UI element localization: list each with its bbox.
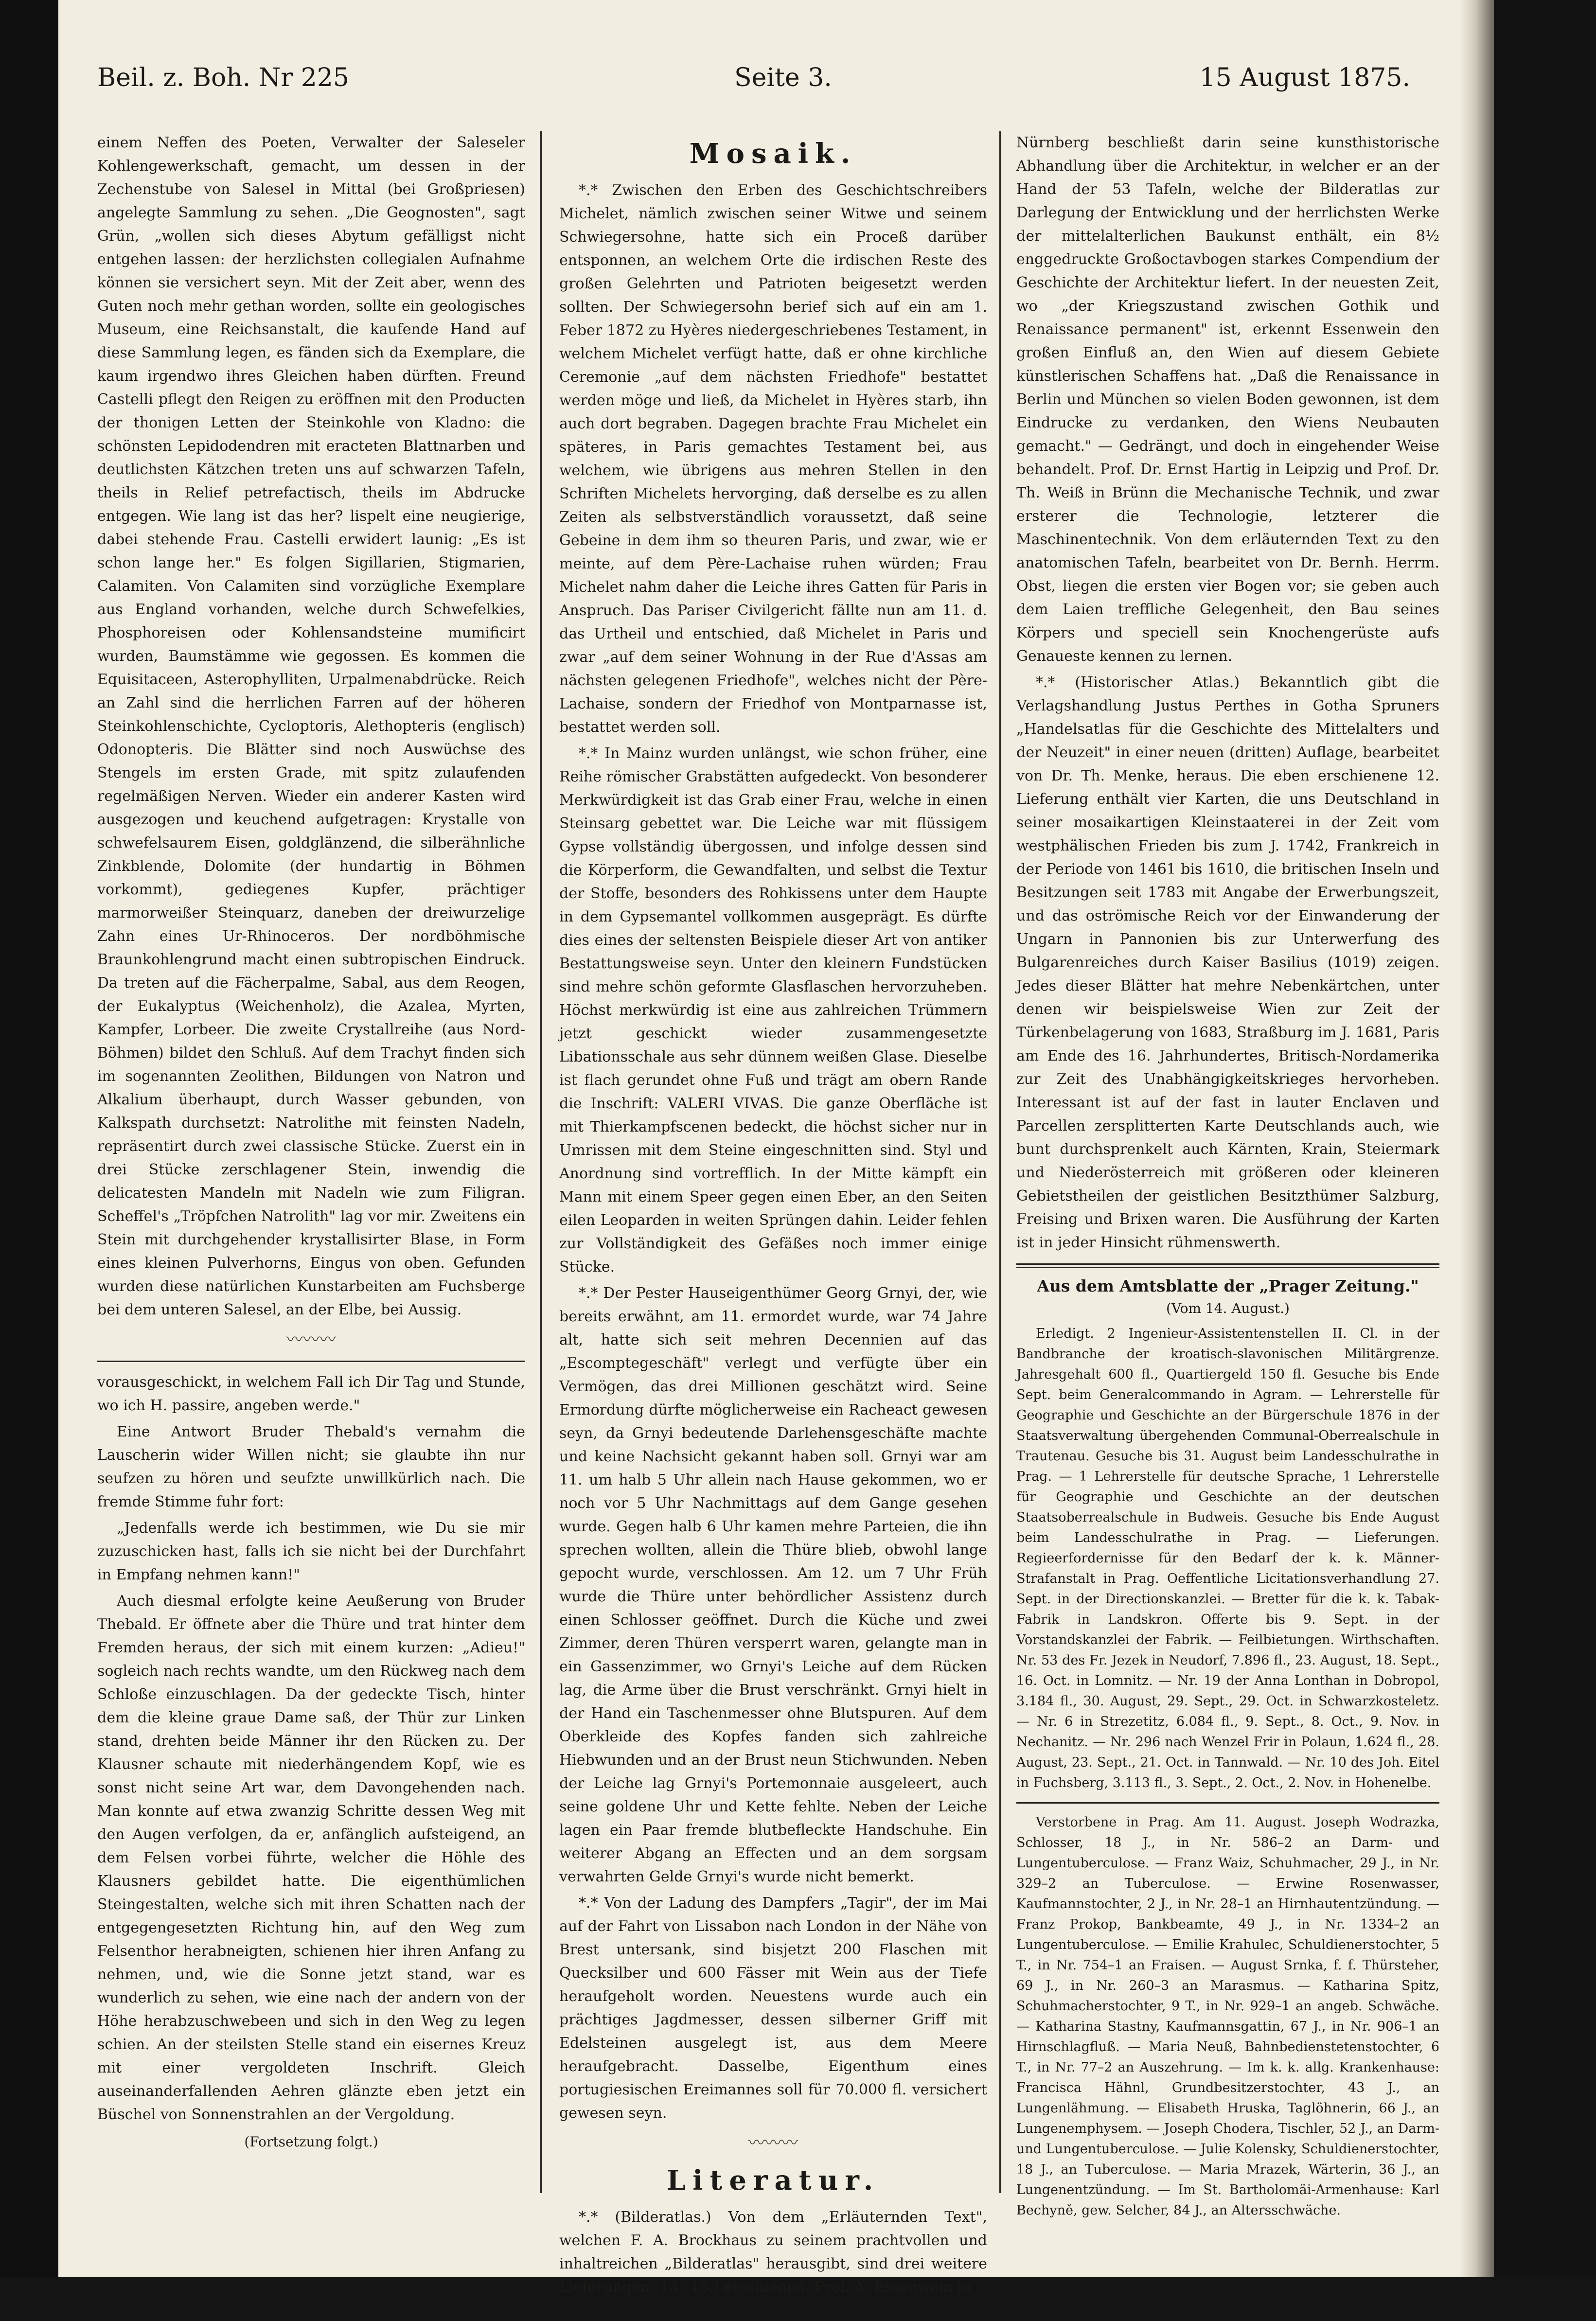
literature-paragraph: *.* (Historischer Atlas.) Bekanntlich gibt die Verlagshandlung Justus Perthes in Gotha Spruners „Handelsatlas für die Geschichte des Mittelalters und der Neuzeit" in einer neuen (dritten) Auflage, bearbeitet von Dr. Th. Menke, heraus. Die eben erschienene 12. Lieferung enthält vier Karten, die uns Deutschland in seiner mosaikartigen Kleinstaaterei in der Zeit vom westphälischen Frieden bis zum J. 1742, Frankreich in der Periode von 1461 bis 1610, die britischen Inseln und Besitzungen seit 1783 mit Angabe der Erwerbungszeit, und das oströmische Reich vor der Einwanderung der Ungarn in Pannonien bis zur Unterwerfung des Bulgarenreiches durch Kaiser Basilius (1019) zeigen. Jedes dieser Blätter hat mehre Nebenkärtchen, unter denen wir beispielsweise Wien zur Zeit der Türkenbelagerung von 1683, Straßburg im J. 1681, Paris am Ende des 16. Jahrhundertes, Britisch-Nordamerika zur Zeit des Unabhängigkeitskrieges hervorheben. Interessant ist auf der fast in lauter Enclaven und Parcellen zersplitterten Karte Deutschlands auch, wie bunt durchsprenkelt auch Kärnten, Krain, Steiermark und Niederösterreich mit größeren oder kleineren Gebietstheilen der geistlichen Besitzthümer Salzburg, Freising und Brixen waren. Die Ausführung der Karten ist in jeder Hinsicht rühmenswerth. — [1016, 674, 1439, 1251]
gazette-notice: Erledigt. 2 Ingenieur-Assistentenstellen II. Cl. in der Bandbranche der kroatisch-slavonischen Militärgrenze. Jahresgehalt 600 fl., Quartiergeld 150 fl. Gesuche bis Ende Sept. beim Generalcommando in Agram. — Lehrerstelle für Geographie und Geschichte an der Bürgerschule 1876 in der Staatsverwaltung übergehenden Communal-Oberrealschule in Trautenau. Gesuche bis 31. August beim Landesschulrathe in Prag. — 1 Lehrerstelle für deutsche Sprache, 1 Lehrerstelle für Geographie und Geschichte an der deutschen Staatsoberrealschule in Budweis. Gesuche bis Ende August beim Landesschulrathe in Prag. — Lieferungen. Regieerfordernisse für den Bedarf der k. k. Männer-Strafanstalt in Prag. Oeffentliche Licitationsverhandlung 27. Sept. in der Directionskanzlei. — Bretter für die k. k. Tabak-Fabrik in Landskron. Offerte bis 9. Sept. in der Vorstandskanzlei der Fabrik. — Feilbietungen. Wirthschaften. Nr. 53 des Fr. Jezek in Neudorf, 7.896 fl., 23. August, 18. Sept., 16. Oct. in Lomnitz. — Nr. 19 der Anna Lonthan in Dobropol, 3.184 fl., 30. August, 29. Sept., 29. Oct. in Schwarzkosteletz. — Nr. 6 in Strezetitz, 6.084 fl., 9. Sept., 8. Oct., 9. Nov. in Nechanitz. — Nr. 296 nach Wenzel Frir in Polaun, 1.624 fl., 28. August, 23. Sept., 21. Oct. in Tannwald. — Nr. 10 des Joh. Eitel in Fuchsberg, 3.113 fl., 3. Sept., 2. Oct., 2. Nov. in Hohenelbe. — [1016, 1326, 1439, 1790]
separator-flourish: 〰〰〰 — [748, 2133, 798, 2153]
continued-note: (Fortsetzung folgt.) — [244, 2134, 378, 2150]
section-title-literatur: Literatur. — [666, 2164, 880, 2197]
section-divider — [1016, 1802, 1439, 1804]
header-date: 15 August 1875. — [1199, 63, 1410, 92]
literature-paragraph: *.* (Bilderatlas.) Von dem „Erläuternden Text", welchen F. A. Brockhaus zu seinem prachtvollen und inhaltreichen „Bilderatlas" herausgibt, sind drei weitere Lieferungen (13.–15.) erschienen. Prof. A. Essenwein in — [559, 2209, 987, 2296]
section-divider — [1016, 1263, 1439, 1268]
news-paragraph: *.* Zwischen den Erben des Geschichtschreibers Michelet, nämlich zwischen seiner Witwe und seinem Schwiegersohne, hatte sich ein Proceß darüber entsponnen, an welchem Orte die irdischen Reste des großen Gelehrten und Patrioten beigesetzt werden sollten. Der Schwiegersohn berief sich auf ein am 1. Feber 1872 zu Hyères niedergeschriebenes Testament, in welchem Michelet verfügt hatte, daß er ohne kirchliche Ceremonie „auf dem nächsten Friedhofe" bestattet werden möge und ließ, da Michelet in Hyères starb, ihn auch dort begraben. Dagegen brachte Frau Michelet ein späteres, in Paris gemachtes Testament bei, aus welchem, wie übrigens aus mehren Stellen in den Schriften Michelets hervorging, daß derselbe es zu allen Zeiten als selbstverständlich voraussetzt, daß seine Gebeine in dem ihm so theuren Paris, und zwar, wie er meinte, auf dem Père-Lachaise ruhen würden; Frau Michelet nahm daher die Leiche ihres Gatten für Paris in Anspruch. Das Pariser Civilgericht fällte nun am 11. d. das Urtheil und entschied, daß Michelet in Paris und zwar „auf dem seiner Wohnung in der Rue d'Assas am nächsten gelegenen Friedhofe", welches nicht der Père-Lachaise, sondern der Friedhof von Montparnasse ist, bestattet werden soll. — [559, 182, 987, 736]
news-paragraph: *.* In Mainz wurden unlängst, wie schon früher, eine Reihe römischer Grabstätten aufgedeckt. Von besonderer Merkwürdigkeit ist das Grab einer Frau, welche in einen Steinsarg gebettet war. Die Leiche war mit flüssigem Gypse vollständig übergossen, und infolge dessen sind die Körperform, die Gewandfalten, und selbst die Textur der Stoffe, besonders des Rohkissens unter dem Haupte in dem Gypsemantel vollkommen ausgeprägt. Es dürfte dies eines der seltensten Beispiele dieser Art von antiker Bestattungsweise seyn. Unter den kleinern Fundstücken sind mehre schön geformte Glasflaschen hervorzuheben. Höchst merkwürdig ist eine aus zahlreichen Trümmern jetzt geschickt wieder zusammengesetzte Libationsschale aus sehr dünnem weißen Glase. Dieselbe ist flach gerundet ohne Fuß und trägt am obern Rande die Inschrift: VALERI VIVAS. Die ganze Oberfläche ist mit Thierkampfscenen bedeckt, die höchst sicher nur in Umrissen mit dem Steine eingeschnitten sind. Styl und Anordnung sind vortrefflich. In der Mitte kämpft ein Mann mit einem Speer gegen einen Eber, an den Seiten eilen Leoparden in weiten Sprüngen dahin. Leider fehlen zur Vollständigkeit des Gefäßes noch immer einige Stücke. — [559, 745, 987, 1276]
literature-paragraph: Nürnberg beschließt darin seine kunsthistorische Abhandlung über die Architektur, in welcher er an der Hand der 53 Tafeln, welche der Bilderatlas zur Darlegung der Entwicklung und der herrlichsten Werke der mittelalterlichen Baukunst enthält, ein 8½ enggedruckte Großoctavbogen starkes Compendium der Geschichte der Architektur liefert. In der neuesten Zeit, wo „der Kriegszustand zwischen Gothik und Renaissance permanent" ist, erkennt Essenwein den großen Einfluß an, den Wien auf diesem Gebiete künstlerischen Schaffens hat. „Daß die Renaissance in Berlin und München so vielen Boden gewonnen, ist dem Eindrucke zu verdanken, den Wiens Neubauten gemacht." — Gedrängt, und doch in eingehender Weise behandelt. Prof. Dr. Ernst Hartig in Leipzig und Prof. Dr. Th. Weiß in Brünn die Mechanische Technik, und zwar ersterer die Technologie, letzterer die Maschinentechnik. Von dem erläuternden Text zu den anatomischen Tafeln, bearbeitet von Dr. Bernh. Herrm. Obst, liegen die ersten vier Bogen vor; sie geben auch dem Laien treffliche Gelegenheit, den Bau seines Körpers und speciell sein Knochengerüste aufs Genaueste kennen zu lernen. — [1016, 134, 1439, 665]
header-issue: Beil. z. Boh. Nr 225 — [97, 63, 349, 92]
column-rule-1 — [540, 131, 542, 2193]
news-paragraph: *.* Der Pester Hauseigenthümer Georg Grnyi, der, wie bereits erwähnt, am 11. ermordet wurde, war 74 Jahre alt, hatte sich seit mehren Decennien auf das „Escomptegeschäft" verlegt und verfügte über ein Vermögen, das drei Millionen geschätzt wird. Seine Ermordung dürfte möglicherweise ein Racheact gewesen seyn, da Grnyi bedeutende Darlehensgeschäfte machte und keine Nachsicht gekannt haben soll. Grnyi war am 11. um halb 5 Uhr allein nach Hause gekommen, wo er noch vor 5 Uhr Nachmittags auf dem Gange gesehen wurde. Gegen halb 6 Uhr kamen mehre Parteien, die ihn sprechen wollten, allein die Thüre blieb, obwohl lange gepocht wurde, verschlossen. Am 12. um 7 Uhr Früh wurde die Thüre unter behördlicher Assistenz durch einen Schlosser geöffnet. Durch die Küche und zwei Zimmer, deren Thüren versperrt waren, gelangte man in ein Gassenzimmer, wo Grnyi's Leiche auf dem Rücken lag, die Arme über die Brust verschränkt. Grnyi hielt in der Hand ein Taschenmesser ohne Blutspuren. Auf dem Oberkleide des Kopfes fanden sich zahlreiche Hiebwunden und an der Brust neun Stichwunden. Neben der Leiche lag Grnyi's Portemonnaie ausgeleert, auch seine goldene Uhr und Kette fehlte. Neben der Leiche lagen ein Paar fremde blutbefleckte Handschuhe. Ein weiterer Abgang an Effecten und an dem sorgsam verwahrten Gelde Grnyi's wurde nicht bemerkt. — [559, 1285, 987, 1885]
column-3 — [1016, 131, 1439, 2217]
story-paragraph: vorausgeschickt, in welchem Fall ich Dir Tag und Stunde, wo ich H. passire, angeben werde." — [97, 1374, 525, 1414]
column-2 — [559, 131, 987, 2296]
separator-flourish: 〰〰〰 — [286, 1330, 336, 1349]
story-paragraph: Auch diesmal erfolgte keine Aeußerung von Bruder Thebald. Er öffnete aber die Thüre und trat hinter dem Fremden heraus, der sich mit einem kurzen: „Adieu!" sogleich nach rechts wandte, um den Rückweg nach dem Schloße einzuschlagen. Da der gedeckte Tisch, hinter dem die kleine graue Dame saß, der Thür zur Linken stand, drehten beide Männer ihr den Rücken zu. Der Klausner schaute mit niederhängendem Kopf, wie es sonst nicht seine Art war, dem Davongehenden nach. Man konnte auf etwa zwanzig Schritte dessen Weg mit den Augen verfolgen, da er, anfänglich aufsteigend, an dem Felsen vorbei führte, welcher die Höhle des Klausners gebildet hatte. Die eigenthümlichen Steingestalten, welche sich mit ihren Schatten nach der entgegengesetzten Richtung hin, auf den Weg zum Felsenthor herabneigten, schienen hier ihren Anfang zu nehmen, und, wie die Sonne jetzt stand, war es wunderlich zu sehen, wie eine nach der andern von der Höhe herabzuschwebeen und sich in den Weg zu legen schien. An der steilsten Stelle stand ein eisernes Kreuz mit einer vergoldeten Inschrift. Gleich auseinanderfallenden Aehren glänzte eben jetzt ein Büschel von Sonnenstrahlen an der Vergoldung. — [97, 1593, 525, 2123]
scan-edge-right — [1494, 0, 1596, 2321]
story-paragraph: Eine Antwort Bruder Thebald's vernahm die Lauscherin wider Willen nicht; sie glaubte ihn nur seufzen zu hören und seufzte unwillkürlich nach. Die fremde Stimme fuhr fort: — [97, 1423, 525, 1510]
news-paragraph: *.* Von der Ladung des Dampfers „Tagir", der im Mai auf der Fahrt von Lissabon nach London in der Nähe von Brest untersank, sind bisjetzt 200 Flaschen mit Quecksilber und 600 Fässer mit Wein aus der Tiefe heraufgeholt worden. Neuestens wurde auch ein prächtiges Jagdmesser, dessen silberner Griff mit Edelsteinen ausgelegt ist, aus dem Meere heraufgebracht. Dasselbe, Eigenthum eines portugiesischen Ereimannes soll für 70.000 fl. versichert gewesen seyn. — [559, 1895, 987, 2122]
column-rule-2 — [999, 131, 1001, 2193]
header-page-number: Seite 3. — [734, 63, 832, 92]
section-title-mosaik: Mosaik. — [689, 138, 857, 170]
story-paragraph: „Jedenfalls werde ich bestimmen, wie Du sie mir zuzuschicken hast, falls ich sie nicht bei der Durchfahrt in Empfang nehmen kann!" — [97, 1520, 525, 1583]
section-divider — [97, 1361, 525, 1362]
page-spine-shadow — [1460, 0, 1494, 2321]
column-1 — [97, 131, 525, 2217]
gazette-subheading: (Vom 14. August.) — [1166, 1300, 1290, 1316]
scan-edge-left — [0, 0, 58, 2321]
page-header — [97, 63, 1410, 107]
gazette-heading: Aus dem Amtsblatte der „Prager Zeitung." — [1037, 1276, 1419, 1295]
deaths-list: Verstorbene in Prag. Am 11. August. Joseph Wodrazka, Schlosser, 18 J., in Nr. 586–2 an Darm- und Lungentuberculose. — Franz Waiz, Schuhmacher, 29 J., in Nr. 329–2 an Tuberculose. — Erwine Rosenwasser, Kaufmannstochter, 2 J., in Nr. 28–1 an Hirnhautentzündung. — Franz Prokop, Bankbeamte, 49 J., in Nr. 1334–2 an Lungentuberculose. — Emilie Krahulec, Schuldienerstochter, 5 T., in Nr. 754–1 an Fraisen. — August Srnka, f. f. Thürsteher, 69 J., in Nr. 260–3 an Marasmus. — Katharina Spitz, Schuhmacherstochter, 9 T., in Nr. 929–1 an angeb. Schwäche. — Katharina Stastny, Kaufmannsgattin, 67 J., in Nr. 906–1 an Hirnschlagfluß. — Maria Neuß, Bahnbedienstetenstochter, 6 T., in Nr. 77–2 an Auszehrung. — Im k. k. allg. Krankenhause: Francisca Hähnl, Grundbesitzerstochter, 43 J., an Lungenlähmung. — Elisabeth Hruska, Taglöhnerin, 66 J., an Lungenemphysem. — Joseph Chodera, Tischler, 52 J., an Darm- und Lungentuberculose. — Julie Kolensky, Schuldienerstochter, 18 J., an Tuberculose. — Maria Mrazek, Wärterin, 36 J., an Lungenentzündung. — Im St. Bartholomäi-Armenhause: Karl Bechyně, gew. Selcher, 84 J., an Altersschwäche. — [1016, 1815, 1439, 2218]
serial-paragraph: einem Neffen des Poeten, Verwalter der Saleseler Kohlengewerkschaft, gemacht, um dessen in der Zechenstube von Salesel in Mittal (bei Großpriesen) angelegte Sammlung zu sehen. „Die Geognosten", sagt Grün, „wollen sich dieses Abytum gefälligst nicht entgehen lassen: der herzlichsten collegialen Aufnahme können sie versichert seyn. Mit der Zeit aber, wenn des Guten noch mehr gethan worden, sollte ein geologisches Museum, eine Reichsanstalt, die kaufende Hand auf diese Sammlung legen, es fänden sich da Exemplare, die kaum irgendwo ihres Gleichen haben dürften. Freund Castelli pflegt den Reigen zu eröffnen mit den Producten der thonigen Letten der Steinkohle von Kladno: die schönsten Lepidodendren mit eracteten Blattnarben und deutlichsten Kätzchen treten uns auf schwarzen Tafeln, theils in Relief petrefactisch, theils im Abdrucke entgegen. Wie lang ist das her? lispelt eine neugierige, dabei stehende Frau. Castelli erwidert launig: „Es ist schon lange her." Es folgen Sigillarien, Stigmarien, Calamiten. Von Calamiten sind vorzügliche Exemplare aus England vorhanden, welche durch Schwefelkies, Phosphoreisen oder Kohlensandsteine mumificirt wurden, Baumstämme wie gegossen. Es kommen die Equisitaceen, Asterophylliten, Urpalmenabdrücke. Reich an Zahl sind die herrlichen Farren auf der höheren Steinkohlenschichte, Cycloptoris, Alethopteris (englisch) Odonopteris. Die Blätter sind noch Auswüchse des Stengels im ersten Grade, mit spitz zulaufenden regelmäßigen Nerven. Wieder ein anderer Kasten wird ausgezogen und keuchend aufgetragen: Krystalle von schwefelsaurem Eisen, goldglänzend, die silberähnliche Zinkblende, Dolomite (der hundartig in Böhmen vorkommt), gediegenes Kupfer, prächtiger marmorweißer Steinquarz, daneben der dreiwurzelige Zahn eines Ur-Rhinoceros. Der nordböhmische Braunkohlengrund macht einen subtropischen Eindruck. Da treten auf die Fächerpalme, Sabal, aus dem Reogen, der Eukalyptus (Weichenholz), die Azalea, Myrten, Kampfer, Lorbeer. Die zweite Crystallreihe (aus Nord-Böhmen) bildet den Schluß. Auf dem Trachyt finden sich im sogenannten Zeolithen, Bildungen von Natron und Alkalium überhaupt, durch Wasser gebunden, von Kalkspath durchsetzt: Natrolithe mit feinsten Nadeln, repräsentirt durch zwei classische Stücke. Zuerst ein in drei Stücke zerschlagener Stein, inwendig die delicatesten Mandeln mit Nadeln wie zum Filigran. Scheffel's „Tröpfchen Natrolith" lag vor mir. Zweitens ein Stein mit durchgehender krystallisirter Blase, in Form eines kleinen Pulverhorns, Eingus von oben. Gefunden wurden diese natürlichen Kunstarbeiten am Fuchsberge bei dem unteren Salesel, an der Elbe, bei Aussig. — [97, 134, 525, 1318]
